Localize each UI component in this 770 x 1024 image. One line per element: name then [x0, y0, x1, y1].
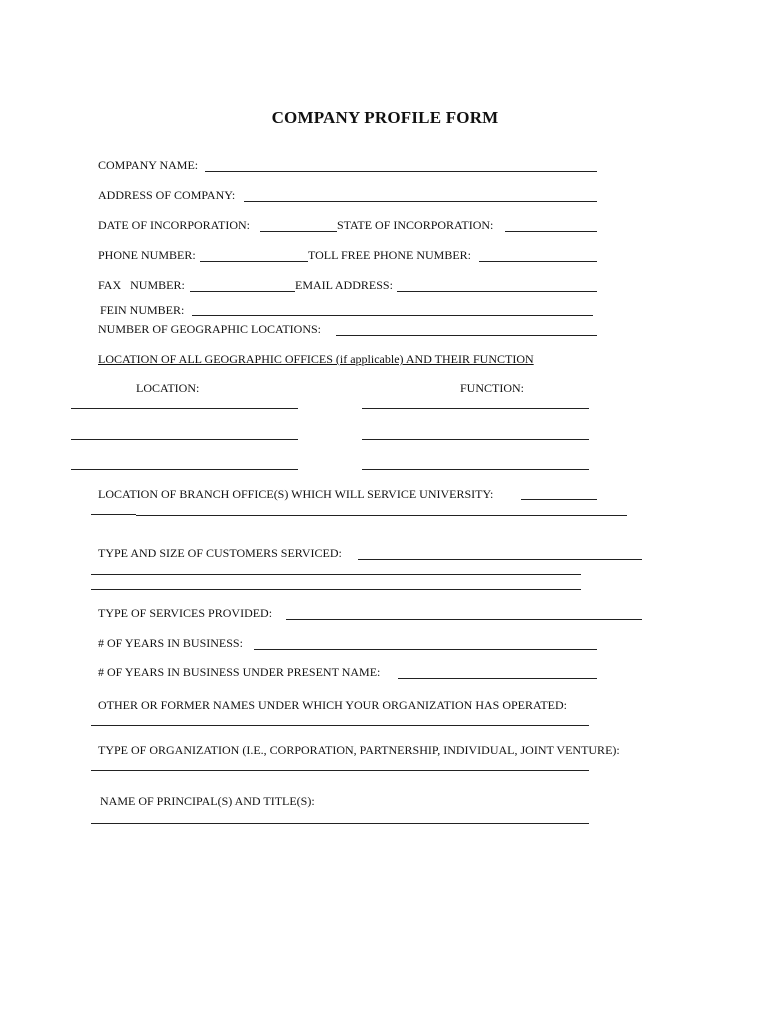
function-field-2[interactable] [362, 439, 589, 440]
years-present-name-label: # OF YEARS IN BUSINESS UNDER PRESENT NAME: [98, 665, 381, 679]
state-incorporation-field[interactable] [505, 231, 597, 232]
email-field[interactable] [397, 291, 597, 292]
date-incorporation-label: DATE OF INCORPORATION: [98, 218, 251, 232]
state-incorporation-label: STATE OF INCORPORATION: [337, 218, 494, 232]
branch-office-field-2a[interactable] [91, 514, 136, 515]
function-field-1[interactable] [362, 408, 589, 409]
geo-offices-heading: LOCATION OF ALL GEOGRAPHIC OFFICES (if applicable) AND THEIR FUNCTION [98, 352, 534, 366]
address-label: ADDRESS OF COMPANY: [98, 188, 236, 202]
fax-label: FAX NUMBER: [98, 278, 185, 292]
toll-free-field[interactable] [479, 261, 597, 262]
email-label: EMAIL ADDRESS: [295, 278, 393, 292]
principals-label: NAME OF PRINCIPAL(S) AND TITLE(S): [100, 794, 315, 808]
former-names-label: OTHER OR FORMER NAMES UNDER WHICH YOUR ORGANIZATION HAS OPERATED: [98, 698, 568, 712]
years-business-field[interactable] [254, 649, 597, 650]
geo-locations-field[interactable] [336, 335, 597, 336]
fein-label: FEIN NUMBER: [100, 303, 185, 317]
function-field-3[interactable] [362, 469, 589, 470]
services-field[interactable] [286, 619, 642, 620]
services-label: TYPE OF SERVICES PROVIDED: [98, 606, 273, 620]
toll-free-label: TOLL FREE PHONE NUMBER: [308, 248, 472, 262]
location-field-3[interactable] [71, 469, 298, 470]
address-field[interactable] [244, 201, 597, 202]
form-title: COMPANY PROFILE FORM [271, 108, 499, 127]
phone-label: PHONE NUMBER: [98, 248, 196, 262]
branch-office-label: LOCATION OF BRANCH OFFICE(S) WHICH WILL SERVICE UNIVERSITY: [98, 487, 494, 501]
customers-field-3[interactable] [91, 589, 581, 590]
branch-office-field[interactable] [521, 499, 597, 500]
customers-label: TYPE AND SIZE OF CUSTOMERS SERVICED: [98, 546, 342, 560]
company-name-label: COMPANY NAME: [98, 158, 199, 172]
org-type-field[interactable] [91, 770, 589, 771]
years-business-label: # OF YEARS IN BUSINESS: [98, 636, 243, 650]
former-names-field[interactable] [91, 725, 589, 726]
years-present-name-field[interactable] [398, 678, 597, 679]
fax-field[interactable] [190, 291, 295, 292]
customers-field[interactable] [358, 559, 642, 560]
function-column-header: FUNCTION: [460, 381, 525, 395]
location-field-2[interactable] [71, 439, 298, 440]
org-type-label: TYPE OF ORGANIZATION (I.E., CORPORATION, PARTNERSHIP, INDIVIDUAL, JOINT VENTURE): [98, 743, 620, 757]
geo-locations-label: NUMBER OF GEOGRAPHIC LOCATIONS: [98, 322, 322, 336]
principals-field[interactable] [91, 823, 589, 824]
phone-field[interactable] [200, 261, 308, 262]
branch-office-field-2b[interactable] [136, 515, 627, 516]
location-column-header: LOCATION: [136, 381, 200, 395]
date-incorporation-field[interactable] [260, 231, 337, 232]
fein-field[interactable] [192, 315, 593, 316]
location-field-1[interactable] [71, 408, 298, 409]
company-name-field[interactable] [205, 171, 597, 172]
customers-field-2[interactable] [91, 574, 581, 575]
